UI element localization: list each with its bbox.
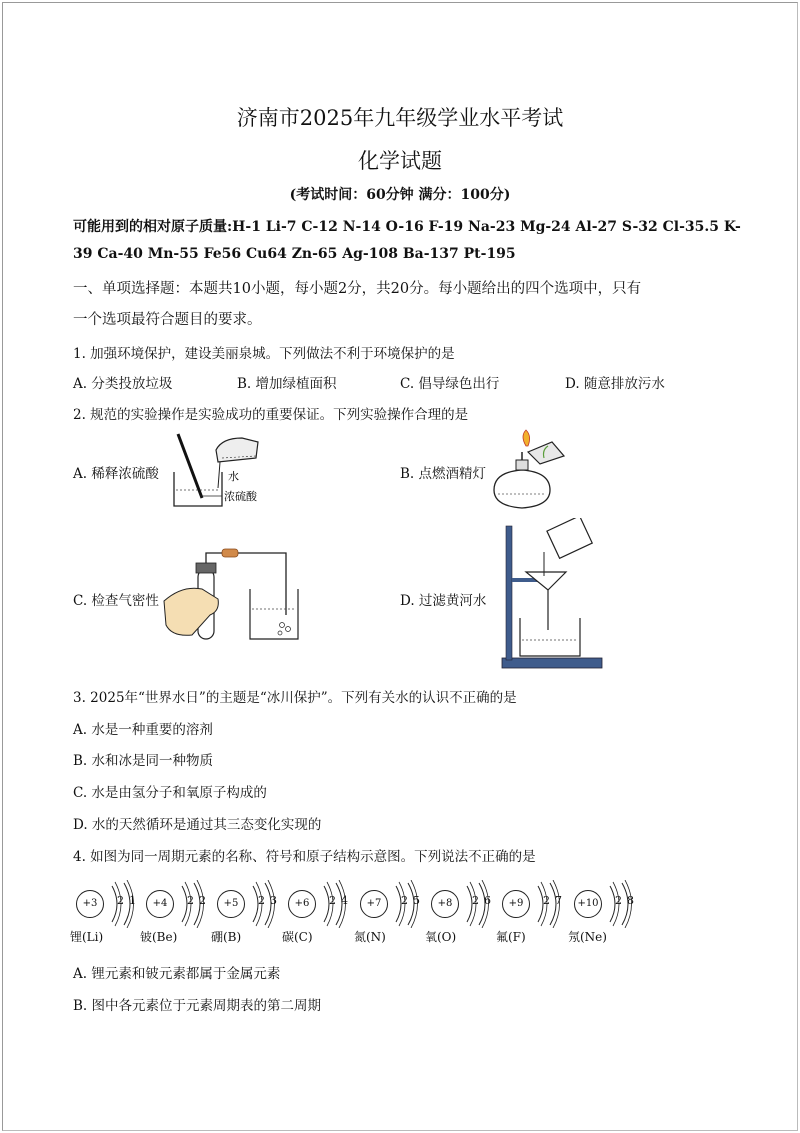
shell2-electrons: 3 <box>270 894 277 907</box>
shell2-electrons: 5 <box>413 894 420 907</box>
acid-label: 浓硫酸 <box>224 490 257 503</box>
element-name: 氮(N) <box>354 930 386 944</box>
q4-stem: 4. 如图为同一周期元素的名称、符号和原子结构示意图。下列说法不正确的是 <box>73 849 536 865</box>
element-name: 氖(Ne) <box>568 930 607 944</box>
filtration-figure <box>492 518 612 673</box>
section-instructions-line2: 一个选项最符合题目的要求。 <box>73 312 262 328</box>
shell2-electrons: 6 <box>484 894 491 907</box>
shell2-electrons: 2 <box>199 894 206 907</box>
atomic-masses-line1: 可能用到的相对原子质量:H-1 Li-7 C-12 N-14 O-16 F-19 Na-23 Mg-24 Al-27 S-32 Cl-35.5 K- <box>73 219 741 235</box>
shell1-electrons: 2 <box>117 894 124 907</box>
nucleus: +4 <box>146 890 174 918</box>
shell1-electrons: 2 <box>543 894 550 907</box>
element-name: 铍(Be) <box>140 930 178 944</box>
q1-option-b: B. 增加绿植面积 <box>237 376 337 392</box>
exam-info: (考试时间：60分钟 满分：100分) <box>289 187 511 203</box>
q1-option-c: C. 倡导绿色出行 <box>400 376 500 392</box>
subject-title: 化学试题 <box>358 149 442 173</box>
nucleus: +6 <box>288 890 316 918</box>
shell2-electrons: 4 <box>341 894 348 907</box>
q3-option-d: D. 水的天然循环是通过其三态变化实现的 <box>73 817 322 833</box>
q1-option-d: D. 随意排放污水 <box>565 376 665 392</box>
section-instructions-line1: 一、单项选择题：本题共10小题，每小题2分，共20分。每小题给出的四个选项中，只有 <box>73 281 642 297</box>
q4-option-b: B. 图中各元素位于元素周期表的第二周期 <box>73 998 322 1014</box>
exam-title: 济南市2025年九年级学业水平考试 <box>236 106 564 130</box>
shell2-electrons: 7 <box>555 894 562 907</box>
nucleus: +10 <box>574 890 602 918</box>
q3-stem: 3. 2025年“世界水日”的主题是“冰川保护”。下列有关水的认识不正确的是 <box>73 690 517 706</box>
shell1-electrons: 2 <box>258 894 265 907</box>
element-name: 碳(C) <box>282 930 313 944</box>
dilute-acid-figure <box>160 428 270 513</box>
nucleus: +9 <box>502 890 530 918</box>
nucleus: +8 <box>431 890 459 918</box>
q2-option-b: B. 点燃酒精灯 <box>400 466 487 482</box>
shell1-electrons: 2 <box>615 894 622 907</box>
q2-option-a: A. 稀释浓硫酸 <box>73 466 159 482</box>
airtightness-figure <box>162 545 302 645</box>
shell2-electrons: 1 <box>129 894 136 907</box>
water-label: 水 <box>228 470 239 483</box>
shell2-electrons: 8 <box>627 894 634 907</box>
element-name: 锂(Li) <box>70 930 104 944</box>
nucleus: +7 <box>360 890 388 918</box>
shell1-electrons: 2 <box>401 894 408 907</box>
q2-option-d: D. 过滤黄河水 <box>400 593 487 609</box>
q3-option-a: A. 水是一种重要的溶剂 <box>73 722 213 738</box>
q1-option-a: A. 分类投放垃圾 <box>73 376 173 392</box>
element-name: 氧(O) <box>425 930 457 944</box>
q3-option-c: C. 水是由氢分子和氧原子构成的 <box>73 785 267 801</box>
nucleus: +3 <box>76 890 104 918</box>
q4-option-a: A. 锂元素和铍元素都属于金属元素 <box>73 966 281 982</box>
element-name: 硼(B) <box>211 930 242 944</box>
shell1-electrons: 2 <box>472 894 479 907</box>
q2-stem: 2. 规范的实验操作是实验成功的重要保证。下列实验操作合理的是 <box>73 407 469 423</box>
q1-stem: 1. 加强环境保护，建设美丽泉城。下列做法不利于环境保护的是 <box>73 346 455 362</box>
alcohol-lamp-figure <box>486 428 571 513</box>
atom-diagram <box>568 880 654 950</box>
nucleus: +5 <box>217 890 245 918</box>
element-name: 氟(F) <box>496 930 526 944</box>
shell1-electrons: 2 <box>187 894 194 907</box>
atomic-masses-line2: 39 Ca-40 Mn-55 Fe56 Cu64 Zn-65 Ag-108 Ba-137 Pt-195 <box>73 246 516 262</box>
shell1-electrons: 2 <box>329 894 336 907</box>
q3-option-b: B. 水和冰是同一种物质 <box>73 753 214 769</box>
q2-option-c: C. 检查气密性 <box>73 593 159 609</box>
